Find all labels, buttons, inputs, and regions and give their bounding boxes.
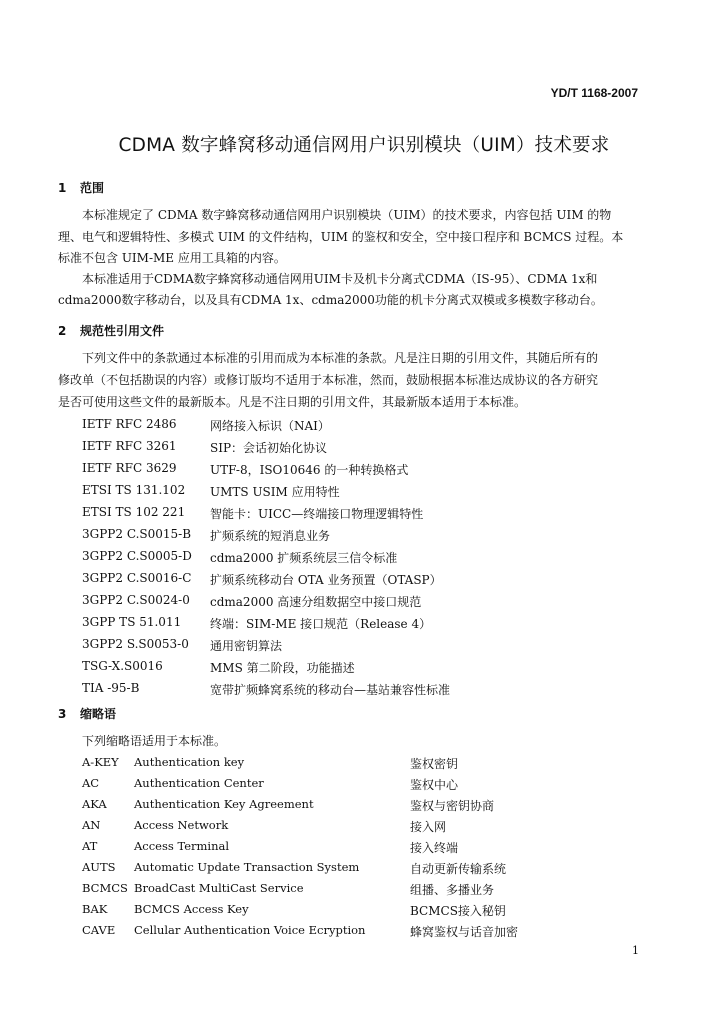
section-1-number: 1 [58,181,67,195]
section-2-line: 是否可使用这些文件的最新版本。凡是不注日期的引用文件，其最新版本适用于本标准。 [58,395,527,409]
reference-title: 智能卡：UICC—终端接口物理逻辑特性 [210,507,424,521]
abbreviation: AT [82,839,98,853]
abbreviation: AUTS [82,860,116,874]
section-1-heading [58,179,104,196]
section-3-title: 缩略语 [80,707,117,721]
section-3-number: 3 [58,707,67,721]
section-1-line: 理、电气和逻辑特性、多模式 UIM 的文件结构，UIM 的鉴权和安全，空中接口程序和 BCMCS 过程。本 [58,230,624,244]
abbreviation-chinese: 接入终端 [410,841,459,855]
section-3-heading [58,705,116,722]
reference-title: cdma2000 高速分组数据空中接口规范 [210,595,422,609]
section-2-heading [58,322,164,339]
reference-code: 3GPP2 C.S0005-D [82,549,192,563]
abbreviation: AN [82,818,101,832]
section-1-line: 标准不包含 UIM-ME 应用工具箱的内容。 [58,251,286,265]
abbreviation-english: Access Terminal [134,839,230,853]
reference-code: 3GPP2 C.S0024-0 [82,593,190,607]
reference-title: UMTS USIM 应用特性 [210,485,340,499]
abbreviation-chinese: 鉴权密钥 [410,757,459,771]
reference-code: 3GPP2 S.S0053-0 [82,637,189,651]
abbreviation-chinese: 自动更新传输系统 [410,862,507,876]
section-2-title: 规范性引用文件 [80,324,165,338]
reference-code: TIA -95-B [82,681,140,695]
abbreviation: A-KEY [82,755,119,769]
reference-code: 3GPP TS 51.011 [82,615,182,629]
reference-code: ETSI TS 102 221 [82,505,186,519]
reference-title: MMS 第二阶段，功能描述 [210,661,355,675]
reference-title: 通用密钥算法 [210,639,283,653]
reference-code: IETF RFC 3629 [82,461,177,475]
section-2-line: 下列文件中的条款通过本标准的引用而成为本标准的条款。凡是注日期的引用文件，其随后所有的 [58,351,599,365]
standard-number: YD/T 1168-2007 [550,86,638,100]
reference-title: 宽带扩频蜂窝系统的移动台—基站兼容性标准 [210,683,451,697]
section-2-number: 2 [58,324,67,338]
reference-title: SIP：会话初始化协议 [210,441,328,455]
abbreviation-english: Cellular Authentication Voice Ecryption [134,923,366,937]
section-1-line: cdma2000数字移动台，以及具有CDMA 1x、cdma2000功能的机卡分离式双模或多模数字移动台。 [58,293,603,307]
section-1-title: 范围 [80,181,105,195]
document-title: CDMA 数字蜂窝移动通信网用户识别模块（UIM）技术要求 [118,135,610,156]
abbreviation: AC [82,776,100,790]
abbreviation-english: Authentication Key Agreement [134,797,314,811]
reference-code: ETSI TS 131.102 [82,483,186,497]
reference-code: 3GPP2 C.S0015-B [82,527,192,541]
abbreviation-english: Access Network [134,818,229,832]
abbreviation-english: BCMCS Access Key [134,902,249,916]
reference-title: cdma2000 扩频系统层三信令标准 [210,551,398,565]
reference-title: UTF-8，ISO10646 的一种转换格式 [210,463,409,477]
reference-title: 网络接入标识（NAI） [210,419,330,433]
reference-code: IETF RFC 3261 [82,439,177,453]
section-2-line: 修改单（不包括勘误的内容）或修订版均不适用于本标准，然而，鼓励根据本标准达成协议的各方研究 [58,373,599,387]
abbreviation-chinese: 蜂窝鉴权与话音加密 [410,925,519,939]
section-1-line: 本标准规定了 CDMA 数字蜂窝移动通信网用户识别模块（UIM）的技术要求，内容包括 UIM 的物 [58,208,612,222]
abbreviation: CAVE [82,923,116,937]
abbreviation-chinese: 鉴权与密钥协商 [410,799,495,813]
abbreviation: BCMCS [82,881,128,895]
page-number: 1 [632,944,639,957]
reference-title: 终端：SIM-ME 接口规范（Release 4） [210,617,432,631]
section-3-intro: 下列缩略语适用于本标准。 [58,734,227,748]
reference-title: 扩频系统移动台 OTA 业务预置（OTASP） [210,573,442,587]
abbreviation-chinese: 组播、多播业务 [410,883,495,897]
abbreviation: AKA [82,797,107,811]
abbreviation: BAK [82,902,108,916]
abbreviation-chinese: 接入网 [410,820,447,834]
abbreviation-english: Authentication Center [134,776,264,790]
section-1-line: 本标准适用于CDMA数字蜂窝移动通信网用UIM卡及机卡分离式CDMA（IS-95）、CDMA 1x和 [58,272,598,286]
reference-code: 3GPP2 C.S0016-C [82,571,192,585]
reference-code: TSG-X.S0016 [82,659,163,673]
abbreviation-chinese: BCMCS接入秘钥 [410,904,506,918]
abbreviation-english: Authentication key [134,755,245,769]
abbreviation-chinese: 鉴权中心 [410,778,459,792]
reference-code: IETF RFC 2486 [82,417,177,431]
abbreviation-english: Automatic Update Transaction System [134,860,360,874]
abbreviation-english: BroadCast MultiCast Service [134,881,304,895]
reference-title: 扩频系统的短消息业务 [210,529,331,543]
